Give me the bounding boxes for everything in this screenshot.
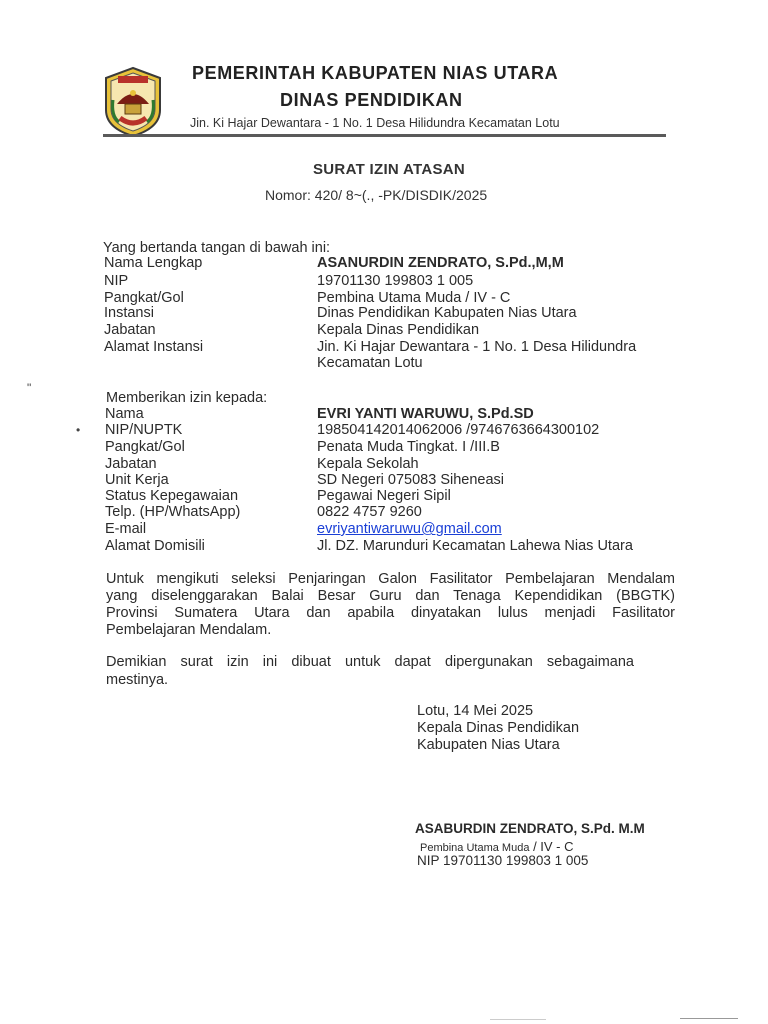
- field-value: Dinas Pendidikan Kabupaten Nias Utara: [317, 305, 577, 321]
- header-department-title: DINAS PENDIDIKAN: [280, 90, 463, 110]
- body-paragraph-2: [106, 654, 634, 689]
- signer-nip: NIP 19701130 199803 1 005: [417, 853, 589, 868]
- field-label: Unit Kerja: [105, 472, 169, 488]
- signer-rank-label: Pembina Utama Muda: [420, 842, 530, 854]
- field-value: 19701130 199803 1 005: [317, 273, 474, 289]
- field-value: EVRI YANTI WARUWU, S.Pd.SD: [317, 406, 534, 422]
- field-label: Alamat Instansi: [104, 339, 204, 355]
- field-value: Penata Muda Tingkat. I /III.B: [317, 439, 500, 455]
- para1-line: Pembelajaran Mendalam.: [106, 622, 272, 638]
- footer-edge-line: [490, 1019, 546, 1020]
- field-label: E-mail: [105, 521, 147, 537]
- body-paragraph-1: [106, 571, 675, 639]
- quote-mark: ": [27, 381, 32, 395]
- para1-line: yang diselenggarakan Balai Besar Guru dan Tenaga Kependidikan (BBGTK): [106, 588, 675, 604]
- header-address: Jin. Ki Hajar Dewantara - 1 No. 1 Desa Hilidundra Kecamatan Lotu: [190, 116, 560, 130]
- field-value: SD Negeri 075083 Siheneasi: [317, 472, 505, 488]
- field-label: Alamat Domisili: [105, 538, 205, 554]
- field-value: Pembina Utama Muda / IV - C: [317, 290, 511, 306]
- field-label: Status Kepegawaian: [105, 488, 239, 504]
- field-value: Kepala Sekolah: [317, 456, 419, 472]
- field-value: 198504142014062006 /9746763664300102: [317, 422, 600, 438]
- field-label: NIP/NUPTK: [105, 422, 183, 438]
- letterhead-rule: [103, 134, 666, 137]
- para2-line: Demikian surat izin ini dibuat untuk dapat dipergunakan sebagaimana: [106, 654, 634, 670]
- place-date: Lotu, 14 Mei 2025: [417, 703, 534, 719]
- signer-position: Kepala Dinas Pendidikan: [417, 720, 580, 736]
- field-value: Jin. Ki Hajar Dewantara - 1 No. 1 Desa Hilidundra: [317, 339, 637, 355]
- signer-rank-suffix: / IV - C: [529, 839, 574, 854]
- header-government-title: PEMERINTAH KABUPATEN NIAS UTARA: [192, 63, 559, 83]
- field-value: ASANURDIN ZENDRATO, S.Pd.,M,M: [317, 255, 564, 271]
- field-value: 0822 4757 9260: [317, 504, 422, 520]
- field-value: Pegawai Negeri Sipil: [317, 488, 451, 504]
- field-label: Instansi: [104, 305, 154, 321]
- field-label: Pangkat/Gol: [104, 290, 184, 306]
- field-label: Nama Lengkap: [104, 255, 203, 271]
- permission-intro: Memberikan izin kepada:: [106, 390, 268, 406]
- field-label: NIP: [104, 273, 129, 289]
- field-value: Kecamatan Lotu: [317, 355, 423, 371]
- field-value: Jl. DZ. Marunduri Kecamatan Lahewa Nias Utara: [317, 538, 633, 554]
- field-label: Telp. (HP/WhatsApp): [105, 504, 241, 520]
- para2-line: mestinya.: [106, 672, 169, 688]
- email-link[interactable]: evriyantiwaruwu@gmail.com: [317, 521, 502, 537]
- signer-region: Kabupaten Nias Utara: [417, 737, 560, 753]
- regency-emblem-logo: [103, 66, 163, 138]
- footer-edge-line: [680, 1018, 738, 1019]
- field-label: Jabatan: [105, 456, 157, 472]
- field-label: Pangkat/Gol: [105, 439, 185, 455]
- bullet-mark: •: [76, 423, 81, 437]
- signer-name: ASABURDIN ZENDRATO, S.Pd. M.M: [415, 821, 645, 836]
- field-value: Kepala Dinas Pendidikan: [317, 322, 480, 338]
- para1-line: Untuk mengikuti seleksi Penjaringan Galon Fasilitator Pembelajaran Mendalam: [106, 571, 675, 587]
- letter-number: Nomor: 420/ 8~(., -PK/DISDIK/2025: [265, 187, 488, 203]
- intro-text: Yang bertanda tangan di bawah ini:: [103, 240, 331, 256]
- letter-title: SURAT IZIN ATASAN: [313, 161, 466, 178]
- field-label: Nama: [105, 406, 144, 422]
- field-label: Jabatan: [104, 322, 156, 338]
- para1-line: Provinsi Sumatera Utara dan apabila dinyatakan lulus menjadi Fasilitator: [106, 605, 675, 621]
